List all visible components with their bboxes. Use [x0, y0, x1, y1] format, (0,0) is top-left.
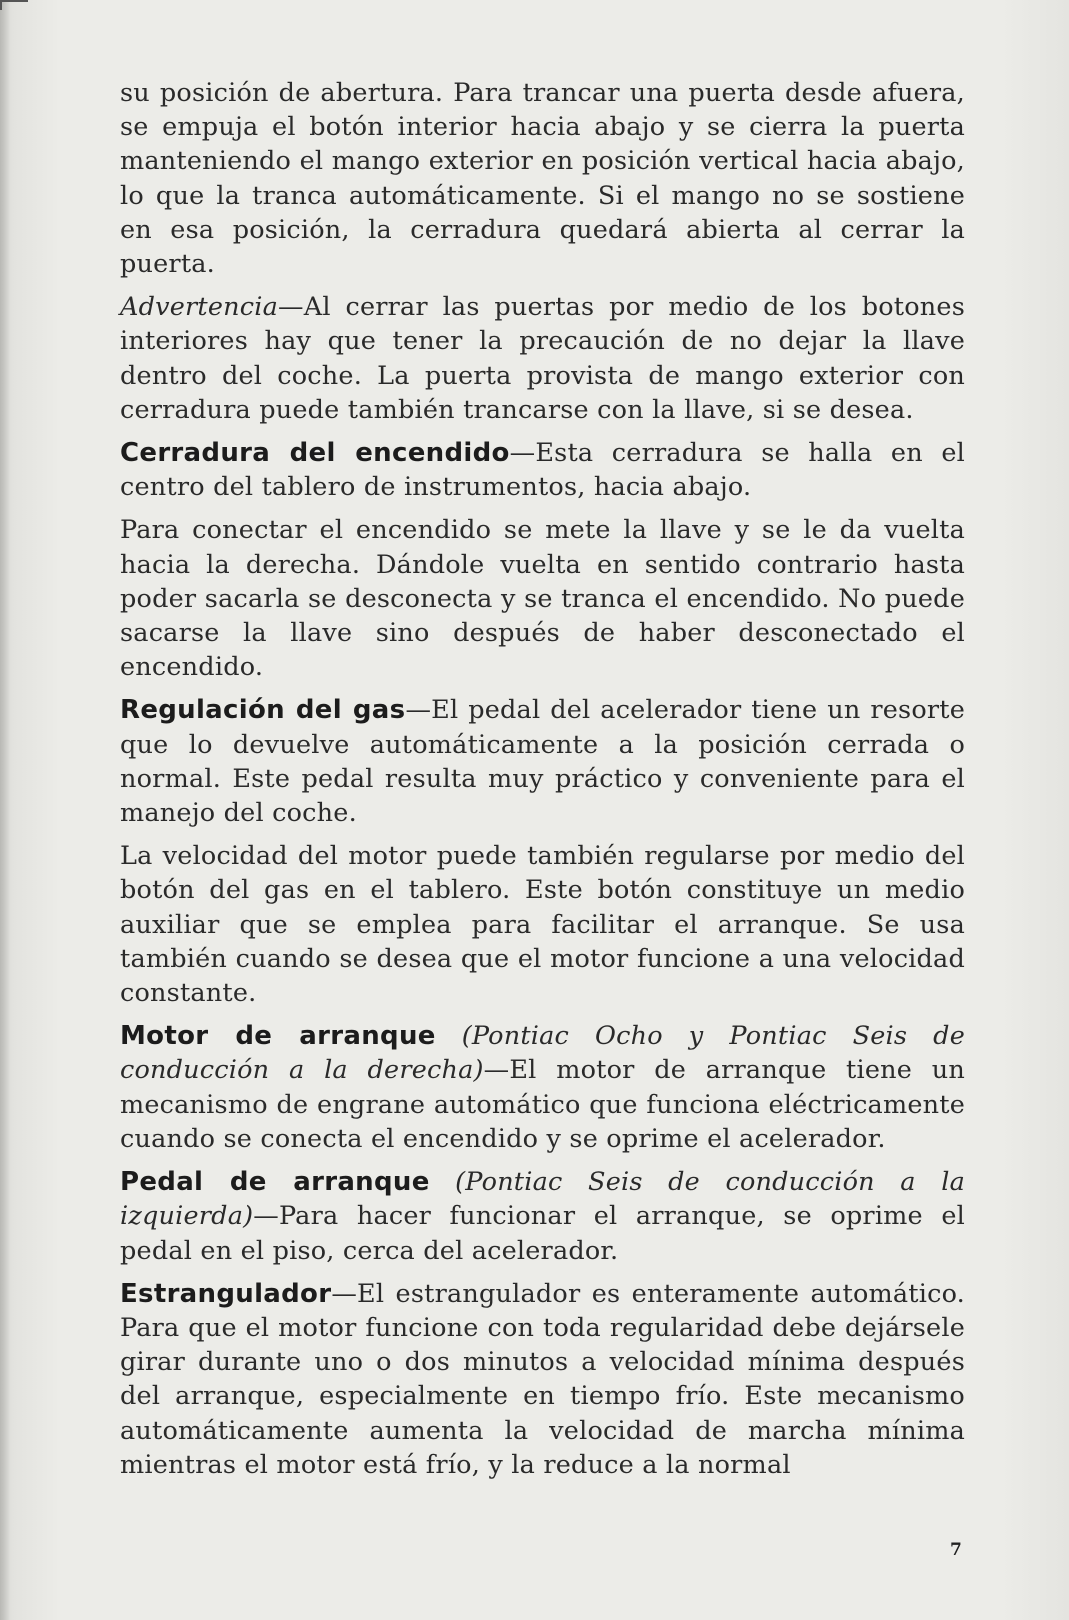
page-edge-shadow — [0, 0, 10, 1620]
section-title: Regulación del gas — [120, 695, 406, 726]
warning-label: Advertencia — [120, 292, 279, 323]
section-title: Motor de arranque — [120, 1021, 436, 1052]
section-qualifier: (Pontiac Ocho y Pontiac Seis de conducción a la derecha) — [120, 1021, 965, 1086]
page-body — [120, 76, 965, 1491]
section-choke — [120, 1277, 965, 1482]
paragraph-engine-speed — [120, 839, 965, 1010]
paragraph-text: —Para hacer funcionar el arranque, se oprime el pedal en el piso, cerca del acelerador. — [120, 1201, 965, 1266]
section-ignition-lock — [120, 436, 965, 504]
paragraph-text: Para conectar el encendido se mete la llave y se le da vuelta hacia la derecha. Dándole vuelta en sentido contrario hasta poder sacarla se desconecta y se tranca el encendido. No puede sacarse la llave sino después de haber desconectado el encendido. — [120, 515, 965, 683]
paragraph-text: La velocidad del motor puede también regularse por medio del botón del gas en el tablero. Este botón constituye un medio auxiliar que se emplea para facilitar el arranque. Se usa también cuando se desea que el motor funcione a una velocidad constante. — [120, 841, 965, 1009]
section-title: Cerradura del encendido — [120, 438, 510, 469]
section-title: Estrangulador — [120, 1278, 332, 1309]
paragraph-door-lock — [120, 76, 965, 281]
section-gas-regulation — [120, 693, 965, 830]
section-qualifier: (Pontiac Seis de conducción a la izquierda) — [120, 1167, 965, 1232]
paragraph-warning — [120, 290, 965, 427]
paragraph-text: —Al cerrar las puertas por medio de los botones interiores hay que tener la precaución de no dejar la llave dentro del coche. La puerta provista de mango exterior con cerradura puede también trancarse con la llave, si se desea. — [120, 292, 965, 425]
section-starter-pedal — [120, 1165, 965, 1268]
section-starter-motor — [120, 1019, 965, 1156]
section-title: Pedal de arranque — [120, 1167, 430, 1198]
crop-mark — [0, 0, 28, 10]
paragraph-text: su posición de abertura. Para trancar una puerta desde afuera, se empuja el botón interior hacia abajo y se cierra la puerta manteniendo el mango exterior en posición vertical hacia abajo, lo que la tranca automáticamente. Si el mango no se sostiene en esa posición, la cerradura quedará abierta al cerrar la puerta. — [120, 78, 965, 280]
paragraph-text: —El motor de arranque tiene un mecanismo de engrane automático que funciona eléctricamente cuando se conecta el encendido y se oprime el acelerador. — [120, 1055, 966, 1154]
paragraph-text: —Esta cerradura se halla en el centro del tablero de instrumentos, hacia abajo. — [120, 438, 965, 503]
paragraph-ignition — [120, 513, 965, 684]
paragraph-text: —El estrangulador es enteramente automático. Para que el motor funcione con toda regularidad debe dejársele girar durante uno o dos minutos a velocidad mínima después del arranque, especialmente en tiempo frío. Este mecanismo automáticamente aumenta la velocidad de marcha mínima mientras el motor está frío, y la reduce a la normal — [120, 1278, 965, 1480]
page-number: 7 — [950, 1540, 962, 1560]
paragraph-text: —El pedal del acelerador tiene un resorte que lo devuelve automáticamente a la posición cerrada o normal. Este pedal resulta muy práctico y conveniente para el manejo del coche. — [120, 695, 965, 829]
